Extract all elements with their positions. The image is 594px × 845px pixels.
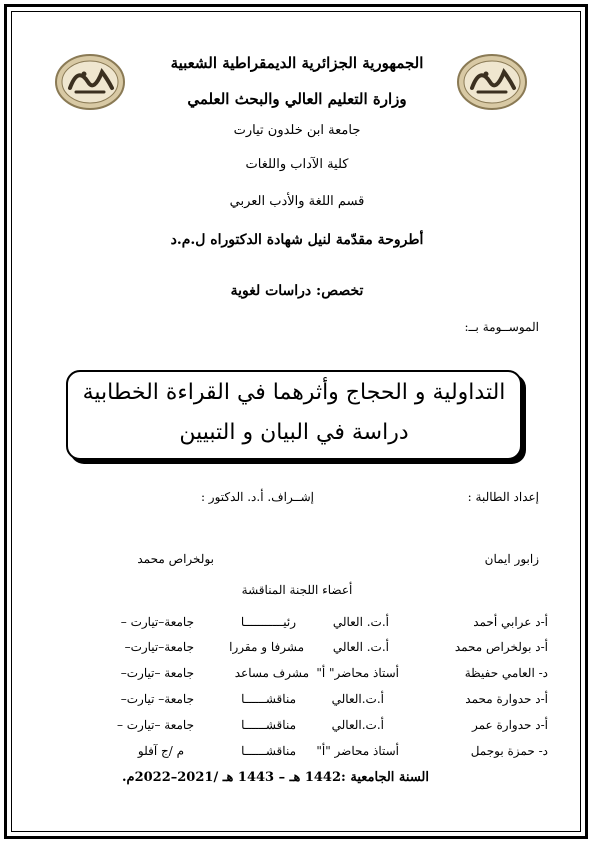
member-role: مناقشــــــا [241, 718, 296, 732]
faculty-name: كلية الآداب واللغات [245, 157, 349, 172]
member-institution: جامعة– تيارت– [120, 692, 194, 706]
thesis-title-box [66, 370, 522, 460]
member-role: رئيـــــــــــا [240, 615, 296, 629]
member-institution: جامعة–تيارت– [124, 640, 194, 654]
titled-label: الموســومة بــ: [464, 320, 539, 334]
republic-name: الجمهورية الجزائرية الديمقراطية الشعبية [170, 54, 424, 72]
member-role: مناقشــــــا [241, 744, 296, 758]
member-rank: أ.ت.العالي [331, 718, 384, 732]
member-name: أ-د بولخراص محمد [454, 640, 548, 654]
member-name: د- حمزة بوجمل [470, 744, 548, 758]
committee-row [0, 666, 594, 686]
member-role: مشرفا و مقررا [229, 640, 304, 654]
thesis-title-line-1: التداولية و الحجاج وأثرهما في القراءة الخطابية [82, 380, 506, 405]
member-name: أ-د عرابي أحمد [473, 615, 548, 629]
committee-row [0, 640, 594, 660]
committee-row [0, 615, 594, 635]
committee-row [0, 744, 594, 764]
member-institution: جامعة –تيارت– [120, 666, 194, 680]
member-name: د- العامي حفيظة [464, 666, 548, 680]
student-name: زابور ايمان [484, 552, 539, 566]
prepared-by-label: إعداد الطالبة : [467, 490, 539, 504]
member-institution: جامعة–تيارت – [120, 615, 194, 629]
department-name: قسم اللغة والأدب العربي [229, 194, 365, 209]
member-role: مشرف مساعد [234, 666, 309, 680]
member-rank: أ.ت. العالي [332, 615, 389, 629]
member-name: أ-د حدوارة محمد [465, 692, 548, 706]
committee-heading: أعضاء اللجنة المناقشة [241, 583, 353, 597]
university-name: جامعة ابن خلدون تيارت [233, 123, 361, 138]
thesis-type: أطروحة مقدّمة لنيل شهادة الدكتوراه ل.م.د [170, 232, 424, 248]
ministry-name: وزارة التعليم العالي والبحث العلمي [187, 90, 407, 108]
member-role: مناقشــــــا [241, 692, 296, 706]
specialty: تخصص: دراسات لغوية [230, 283, 364, 299]
member-rank: أ.ت. العالي [332, 640, 389, 654]
committee-row [0, 692, 594, 712]
member-rank: أستاذ محاضر "أ" [316, 744, 399, 758]
member-institution: جامعة –تيارت – [116, 718, 194, 732]
member-rank: أستاذ محاضر" أ" [316, 666, 399, 680]
committee-row [0, 718, 594, 738]
supervised-by-label: إشــراف. أ.د. الدكتور : [200, 490, 314, 504]
member-name: أ-د حدوارة عمر [471, 718, 548, 732]
member-institution: م /ج آفلو [137, 744, 184, 758]
academic-year: السنة الجامعية :1442 هـ – 1443 هـ /2021–2022م. [121, 770, 429, 785]
member-rank: أ.ت.العالي [331, 692, 384, 706]
thesis-title-line-2: دراسة في البيان و التبيين [179, 420, 409, 445]
supervisor-name: بولخراص محمد [137, 552, 214, 566]
